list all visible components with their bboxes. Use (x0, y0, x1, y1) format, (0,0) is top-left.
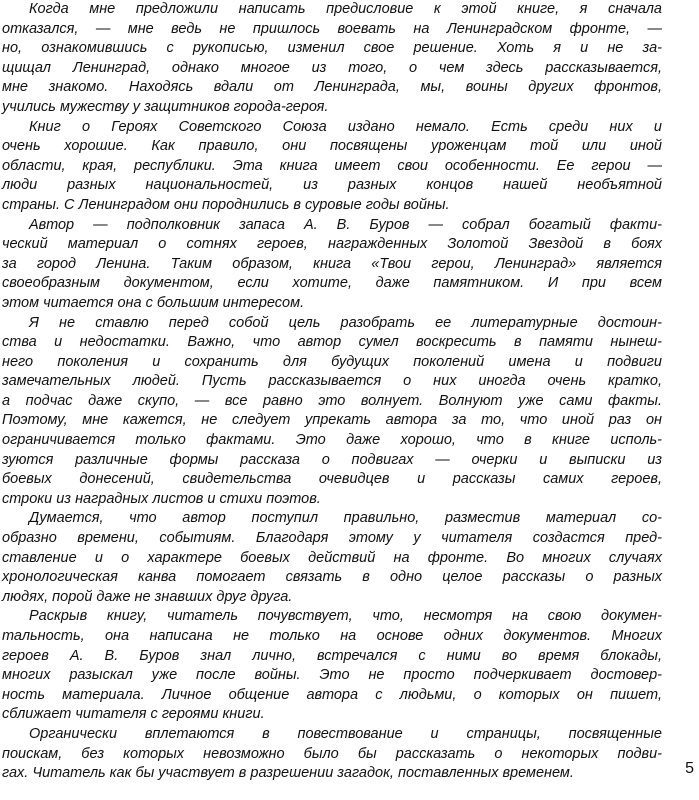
text-line: своеобразным документом, если хотите, даже памятником. И при всем (2, 275, 662, 292)
text-line: страны. С Ленинградом они породнились в суровые годы войны. (2, 196, 450, 213)
text-line: мне знакомо. Находясь вдали от Ленинграда, мы, воины других фронтов, (2, 79, 662, 96)
book-page (2, 0, 662, 784)
page-number: 5 (685, 760, 694, 777)
text-line: него поколения и сохранить для будущих поколений имена и подвиги (2, 353, 662, 370)
paragraph-4 (2, 314, 662, 510)
text-line: сближает читателя с героями книги. (2, 706, 265, 723)
text-line: Поэтому, мне кажется, не следует упрекать автора за то, что иной раз он (2, 412, 662, 429)
text-line: очень хорошие. Как правило, они посвящены уроженцам той или иной (2, 138, 662, 155)
paragraph-2 (2, 118, 662, 216)
text-line: области, края, республики. Эта книга имеет свои особенности. Ее герои — (2, 157, 662, 174)
text-line: учились мужеству у защитников города-героя. (2, 98, 329, 115)
text-line: зуются различные формы рассказа о подвигах — очерки и выписки из (2, 451, 662, 468)
text-line: Органически вплетаются в повествование и страницы, посвященные (29, 725, 662, 742)
text-line: образно времени, событиям. Благодаря этому у читателя создастся пред- (2, 530, 662, 547)
paragraph-6 (2, 607, 662, 725)
text-line: за город Ленина. Таким образом, книга «Твои герои, Ленинград» является (2, 255, 662, 272)
text-line: гах. Читатель как бы участвует в разрешении загадок, поставленных временем. (2, 765, 574, 782)
text-line: Думается, что автор поступил правильно, разместив материал со- (29, 510, 662, 527)
text-line: Книг о Героях Советского Союза издано немало. Есть среди них и (29, 118, 662, 135)
text-line: Раскрыв книгу, читатель почувствует, что, несмотря на свою докумен- (29, 608, 662, 625)
text-line: а подчас даже скупо, — все равно это волнует. Волнуют уже сами факты. (2, 392, 662, 409)
text-line: ность материала. Личное общение автора с людьми, о которых он пишет, (2, 686, 662, 703)
text-line: ограничивается только фактами. Это даже хорошо, что в книге исполь- (2, 432, 662, 449)
text-line: Автор — подполковник запаса А. В. Буров — собрал богатый факти- (29, 216, 662, 233)
text-line: но, ознакомившись с рукописью, изменил свое решение. Хоть я и не за- (2, 40, 662, 57)
text-line: ства и недостатки. Важно, что автор сумел воскресить в памяти нынеш- (2, 334, 662, 351)
text-line: люди разных национальностей, из разных концов нашей необъятной (2, 177, 662, 194)
text-line: поискам, без которых невозможно было бы рассказать о некоторых подви- (2, 745, 662, 762)
text-line: многих разыскал уже после войны. Это не просто подчеркивает достовер- (2, 667, 662, 684)
text-line: замечательных людей. Пусть рассказывается о них иногда очень кратко, (2, 373, 662, 390)
text-line: людях, порой даже не знавших друг друга. (2, 588, 293, 605)
paragraph-7 (2, 725, 662, 784)
text-line: отказался, — мне ведь не пришлось воевать на Ленинградском фронте, — (2, 20, 662, 37)
text-line: Когда мне предложили написать предисловие к этой книге, я сначала (29, 1, 662, 17)
text-line: ческий материал о сотнях героев, награжденных Золотой Звездой в боях (2, 236, 662, 253)
text-line: этом читается она с большим интересом. (2, 294, 305, 311)
text-line: щищал Ленинград, однако многое из того, о чем здесь рассказывается, (2, 59, 662, 76)
text-line: строки из наградных листов и стихи поэтов. (2, 490, 321, 507)
paragraph-1 (2, 0, 662, 118)
text-line: героев А. В. Буров знал лично, встречался с ними во время блокады, (2, 647, 662, 664)
paragraph-3 (2, 216, 662, 314)
text-line: хронологическая канва помогает связать в одно целое рассказы о разных (2, 569, 662, 586)
text-line: ставление и о характере боевых действий на фронте. Во многих случаях (2, 549, 662, 566)
text-line: тальность, она написана не только на основе одних документов. Многих (2, 628, 662, 644)
paragraph-5 (2, 509, 662, 607)
text-line: боевых донесений, свидетельства очевидцев и рассказы самих героев, (2, 471, 662, 488)
text-line: Я не ставлю перед собой цель разобрать ее литературные достоин- (29, 314, 662, 331)
